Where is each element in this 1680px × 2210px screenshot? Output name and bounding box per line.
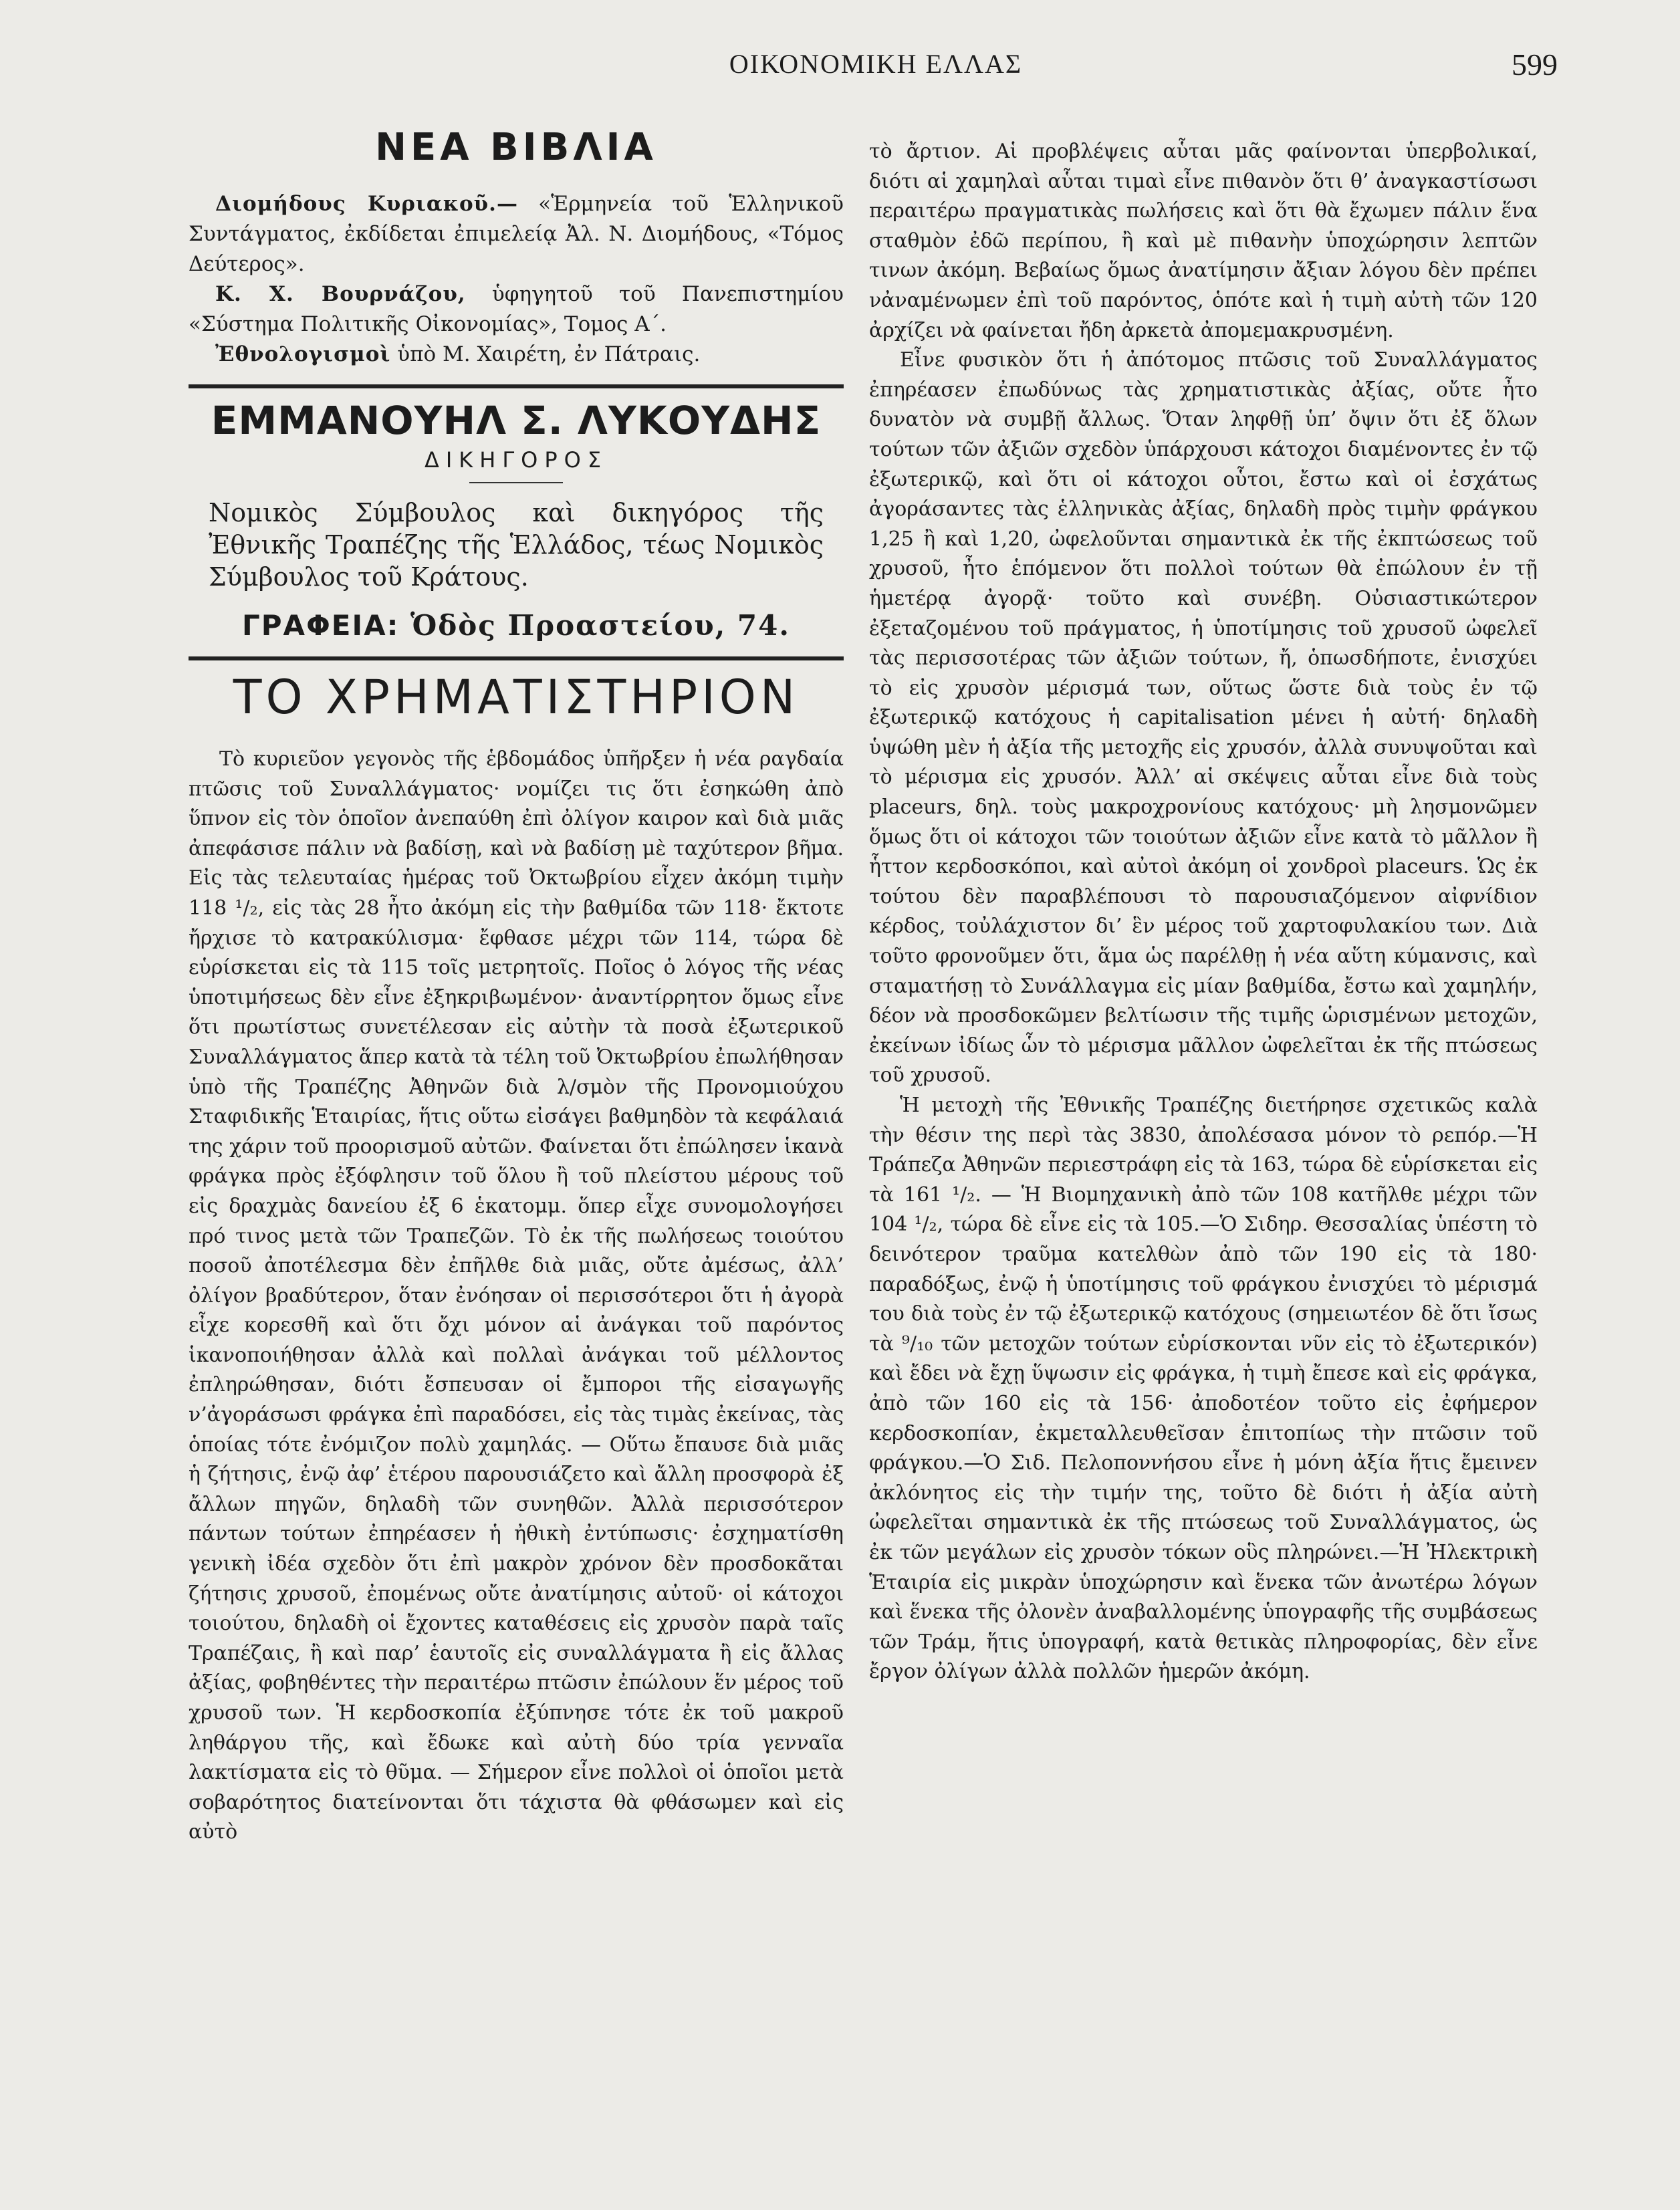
right-column <box>869 137 1538 1687</box>
book-entry-1 <box>189 189 844 279</box>
article-title: ΤΟ ΧΡΗΜΑΤΙΣΤΗΡΙΟΝ <box>233 670 800 725</box>
divider <box>189 656 844 660</box>
book-author: Διομήδους Κυριακοῦ.— <box>215 192 518 216</box>
book-entry-3 <box>189 340 844 370</box>
left-column <box>189 114 844 1848</box>
book-description: ὑφηγητοῦ τοῦ Πανεπιστημίου «Σύστημα Πολιτικῆς Οἰκονομίας», Τομος Α΄. <box>189 282 844 336</box>
article-paragraph: τὸ ἄρτιον. Αἱ προβλέψεις αὗται μᾶς φαίνονται ὑπερβολικαί, διότι αἱ χαμηλαὶ αὗται τιμαὶ εἶνε πιθανὸν ὅτι θ’ ἀναγκαστίσωσι περαιτέρω πραγματικὰς πωλήσεις καὶ ὅτι θὰ ἔχωμεν πάλιν ἕνα σταθμὸν ἐδῶ περίπου, ἢ καὶ μὲ πιθανὴν ὑποχώρησιν λεπτῶν τινων ἀκόμη. Βεβαίως ὅμως ἀνατίμησιν ἄξιαν λόγου δὲν πρέπει νἀναμένωμεν ἐπὶ τοῦ παρόντος, ὁπότε καὶ ἡ τιμὴ αὐτὴ τῶν 120 ἀρχίζει νὰ φαίνεται ἤδη ἀρκετὰ ἀπομεμακρυσμένη. <box>869 140 1538 342</box>
advert-description: Νομικὸς Σύμβουλος καὶ δικηγόρος τῆς Ἐθνικῆς Τραπέζης τῆς Ἑλλάδος, τέως Νομικὸς Σύμβουλος τοῦ Κράτους. <box>209 498 824 592</box>
divider <box>189 384 844 388</box>
advert-lawyer-name: ΕΜΜΑΝΟΥΗΛ Σ. ΛΥΚΟΥΔΗΣ <box>211 398 822 443</box>
book-author: Ἐθνολογισμοὶ <box>215 342 391 366</box>
advert-lawyer-title: ΔΙΚΗΓΟΡΟΣ <box>424 447 608 473</box>
book-entry-2 <box>189 279 844 340</box>
short-divider <box>469 482 563 483</box>
article-paragraph: Τὸ κυριεῦον γεγονὸς τῆς ἑβδομάδος ὑπῆρξεν ἡ νέα ραγδαία πτῶσις τοῦ Συναλλάγματος· νομίζει τις ὅτι ἐσηκώθη ἀπὸ ὕπνον εἰς τὸν ὁποῖον ἀνεπαύθη ἐπὶ ὀλίγον καιρον καὶ διὰ μιᾶς ἀπεφάσισε πάλιν νὰ βαδίσῃ, καὶ νὰ βαδίσῃ μὲ ταχύτερον βῆμα. Εἰς τὰς τελευταίας ἡμέρας τοῦ Ὀκτωβρίου εἶχεν ἀκόμη τιμὴν 118 ¹/₂, εἰς τὰς 28 ἦτο ἀκόμη εἰς τὴν βαθμίδα τῶν 118· ἔκτοτε ἤρχισε τὸ κατρακύλισμα· ἔφθασε μέχρι τῶν 114, τώρα δὲ εὑρίσκεται εἰς τὰ 115 τοῖς μετρητοῖς. Ποῖος ὁ λόγος τῆς νέας ὑποτιμήσεως δὲν εἶνε ἐξηκριβωμένον· ἀναντίρρητον ὅμως εἶνε ὅτι πρωτίστως συνετέλεσαν εἰς αὐτὴν τὰ ποσὰ ἐξωτερικοῦ Συναλλάγματος ἅπερ κατὰ τὰ τέλη τοῦ Ὀκτωβρίου ἐπωλήθησαν ὑπὸ τῆς Τραπέζης Ἀθηνῶν διὰ λ/σμὸν τῆς Προνομιούχου Σταφιδικῆς Ἑταιρίας, ἥτις οὕτω εἰσάγει βαθμηδὸν τὰ κεφάλαιά της χάριν τοῦ προορισμοῦ αὐτῶν. Φαίνεται ὅτι ἐπώλησεν ἱκανὰ φράγκα πρὸς ἐξόφλησιν τοῦ ὅλου ἢ τοῦ πλείστου μέρους τοῦ εἰς δραχμὰς δανείου ἐξ 6 ἑκατομμ. ὅπερ εἶχε συνομολογήσει πρό τινος μετὰ τῶν Τραπεζῶν. Τὸ ἐκ τῆς πωλήσεως τοιούτου ποσοῦ ἀποτέλεσμα δὲν ἐπῆλθε διὰ μιᾶς, οὔτε ἀμέσως, ἀλλ’ ὀλίγον βραδύτερον, ὅταν ἐνόησαν οἱ περισσότεροι ὅτι ἡ ἀγορὰ εἶχε κορεσθῆ καὶ ὅτι ὄχι μόνον αἱ ἀνάγκαι τοῦ παρόντος ἱκανοποιήθησαν ἀλλὰ καὶ πολλαὶ ἀνάγκαι τοῦ μέλλοντος ἐπληρώθησαν, διότι ἔσπευσαν οἱ ἔμποροι τῆς εἰσαγωγῆς ν’ἀγοράσωσι φράγκα ἐπὶ παραδόσει, εἰς τὰς τιμὰς ἐκείνας, τὰς ὁποίας τότε ἐνόμιζον πολὺ χαμηλάς. — Οὕτω ἔπαυσε διὰ μιᾶς ἡ ζήτησις, ἐνῷ ἀφ’ ἑτέρου παρουσιάζετο καὶ ἄλλη προσφορὰ ἐξ ἄλλων πηγῶν, δηλαδὴ τῶν συνηθῶν. Ἀλλὰ περισσότερον πάντων τούτων ἐπηρέασεν ἡ ἠθικὴ ἐντύπωσις· ἐσχηματίσθη γενικὴ ἰδέα σχεδὸν ὅτι ἐπὶ μακρὸν χρόνον δὲν προσδοκᾶται ζήτησις χρυσοῦ, ἐπομένως οὔτε ἀνατίμησις αὐτοῦ· οἱ κάτοχοι τοιούτου, δηλαδὴ οἱ ἔχοντες καταθέσεις εἰς χρυσὸν παρὰ ταῖς Τραπέζαις, ἢ καὶ παρ’ ἑαυτοῖς εἰς συναλλάγματα ἢ εἰς ἄλλας ἀξίας, φοβηθέντες τὴν περαιτέρω πτῶσιν ἐπώλουν ἕν μέρος τοῦ χρυσοῦ των. Ἡ κερδοσκοπία ἐξύπνησε τότε ἐκ τοῦ μακροῦ ληθάργου τῆς, καὶ ἔδωκε καὶ αὐτὴ δύο τρία γενναῖα λακτίσματα εἰς τὸ θῦμα. — Σήμερον εἶνε πολλοὶ οἱ ὁποῖοι μετὰ σοβαρότητος διατείνονται ὅτι τάχιστα θὰ φθάσωμεν καὶ εἰς αὐτὸ <box>189 747 844 1844</box>
running-header-title: ΟΙΚΟΝΟΜΙΚΗ ΕΛΛΑΣ <box>729 49 1023 79</box>
book-description: ὑπὸ Μ. Χαιρέτη, ἐν Πάτραις. <box>390 342 701 366</box>
offices-label: ΓΡΑΦΕΙΑ: <box>242 609 400 642</box>
book-author: Κ. Χ. Βουρνάζου, <box>215 282 466 306</box>
new-books-heading: ΝΕΑ ΒΙΒΛΙΑ <box>375 126 657 169</box>
article-paragraph: Εἶνε φυσικὸν ὅτι ἡ ἀπότομος πτῶσις τοῦ Συναλλάγματος ἐπηρέασεν ἐπωδύνως τὰς χρηματιστικὰς ἀξίας, οὔτε ἦτο δυνατὸν νὰ συμβῇ ἄλλως. Ὅταν ληφθῇ ὑπ’ ὄψιν ὅτι ἐξ ὅλων τούτων τῶν ἀξιῶν σχεδὸν ὑπάρχουσι κάτοχοι διαμένοντες ἐν τῷ ἐξωτερικῷ, καὶ ὅτι οἱ κάτοχοι οὗτοι, ἔστω καὶ οἱ ἐσχάτως ἀγοράσαντες τὰς ἑλληνικὰς ἀξίας, δηλαδὴ πρὸς τιμὴν φράγκου 1,25 ἢ καὶ 1,20, ὠφελοῦνται σημαντικὰ ἐκ τῆς ἐκπτώσεως τοῦ χρυσοῦ, ἦτο ἑπόμενον ὅτι πολλοὶ τούτων θὰ ἐπώλουν ἐν τῇ ἡμετέρᾳ ἀγορᾷ· τοῦτο καὶ συνέβη. Οὐσιαστικώτερον ἐξεταζομένου τοῦ πράγματος, ἡ ὑποτίμησις τοῦ χρυσοῦ ὠφελεῖ τὰς περισσοτέρας τῶν ἀξιῶν τούτων, ἤ, ὁπωσδήποτε, ἐνισχύει τὸ εἰς χρυσὸν μέρισμά των, οὕτως ὥστε διὰ τοὺς ἐν τῷ ἐξωτερικῷ κατόχους ἡ capitalisation μένει ἡ αὐτή· δηλαδὴ ὑψώθη μὲν ἡ ἀξία τῆς μετοχῆς εἰς χρυσόν, ἀλλὰ συνυψοῦται καὶ τὸ μέρισμα εἰς χρυσόν. Ἀλλ’ αἱ σκέψεις αὗται εἶνε διὰ τοὺς placeurs, δηλ. τοὺς μακροχρονίους κατόχους· μὴ λησμονῶμεν ὅμως ὅτι οἱ κάτοχοι τῶν τοιούτων ἀξιῶν εἶνε κατὰ τὸ μᾶλλον ἢ ἧττον κερδοσκόποι, καὶ αὐτοὶ ἀκόμη οἱ χονδροὶ placeurs. Ὡς ἐκ τούτου δὲν παραβλέπουσι τὸ παρουσιαζόμενον αἰφνίδιον κέρδος, τοὐλάχιστον δι’ ἓν μέρος τοῦ χαρτοφυλακίου των. Διὰ τοῦτο φρονοῦμεν ὅτι, ἅμα ὡς παρέλθῃ ἡ νέα αὕτη κύμανσις, καὶ σταματήσῃ τὸ Συνάλλαγμα εἰς μίαν βαθμίδα, ἔστω καὶ χαμηλήν, δέον νὰ προσδοκῶμεν βελτίωσιν τῆς τιμῆς ὡρισμένων μετοχῶν, ἐκείνων ἰδίως ὧν τὸ μέρισμα μᾶλλον ὠφελεῖται ἐκ τῆς πτώσεως τοῦ χρυσοῦ. <box>869 348 1538 1088</box>
book-description: «Ἑρμηνεία τοῦ Ἑλληνικοῦ Συντάγματος, ἐκδίδεται ἐπιμελείᾳ Ἀλ. Ν. Διομήδους, «Τόμος Δεύτερος». <box>189 192 844 276</box>
page-number: 599 <box>1512 47 1558 82</box>
article-paragraph: Ἡ μετοχὴ τῆς Ἐθνικῆς Τραπέζης διετήρησε σχετικῶς καλὰ τὴν θέσιν της περὶ τὰς 3830, ἀπολέσασα μόνον τὸ ρεπόρ.—Ἡ Τράπεζα Ἀθηνῶν περιεστράφη εἰς τὰ 163, τώρα δὲ εὑρίσκεται εἰς τὰ 161 ¹/₂. — Ἡ Βιομηχανικὴ ἀπὸ τῶν 108 κατῆλθε μέχρι τῶν 104 ¹/₂, τώρα δὲ εἶνε εἰς τὰ 105.—Ὁ Σιδηρ. Θεσσαλίας ὑπέστη τὸ δεινότερον τραῦμα κατελθὼν ἀπὸ τῶν 190 εἰς τὰ 180· παραδόξως, ἐνῷ ἡ ὑποτίμησις τοῦ φράγκου ἐνισχύει τὸ μέρισμά του διὰ τοὺς ἐν τῷ ἐξωτερικῷ κατόχους (σημειωτέον δὲ ὅτι ἴσως τὰ ⁹/₁₀ τῶν μετοχῶν τούτων εὑρίσκονται νῦν εἰς τὸ ἐξωτερικόν) καὶ ἔδει νὰ ἔχῃ ὕψωσιν εἰς φράγκα, ἡ τιμὴ ἔπεσε καὶ εἰς φράγκα, ἀπὸ τῶν 160 εἰς τὰ 156· ἀποδοτέον τοῦτο εἰς ἐφήμερον κερδοσκοπίαν, ἐκμεταλλευθεῖσαν ἐπιτοπίως τὴν πτῶσιν τοῦ φράγκου.—Ὁ Σιδ. Πελοποννήσου εἶνε ἡ μόνη ἀξία ἥτις ἔμεινεν ἀκλόνητος εἰς τὴν τιμήν της, τοῦτο δὲ διότι ἡ ἀξία αὐτὴ ὠφελεῖται σημαντικὰ ἐκ τῆς πτώσεως τοῦ Συναλλάγματος, ὡς ἐκ τῶν μεγάλων εἰς χρυσὸν τόκων οὓς πληρώνει.—Ἡ Ἠλεκτρικὴ Ἑταιρία εἰς μικρὰν ὑποχώρησιν καὶ ἕνεκα τῶν ἀνωτέρω λόγων καὶ ἕνεκα τῆς ὀλονὲν ἀναβαλλομένης ὑπογραφῆς τῆς συμβάσεως τῶν Τράμ, ἥτις ὑπογραφή, κατὰ θετικὰς πληροφορίας, δὲν εἶνε ἔργον ὀλίγων ἀλλὰ πολλῶν ἡμερῶν ἀκόμη. <box>869 1094 1538 1684</box>
advert-offices <box>189 609 844 642</box>
offices-address: Ὁδὸς Προαστείου, 74. <box>410 609 790 642</box>
